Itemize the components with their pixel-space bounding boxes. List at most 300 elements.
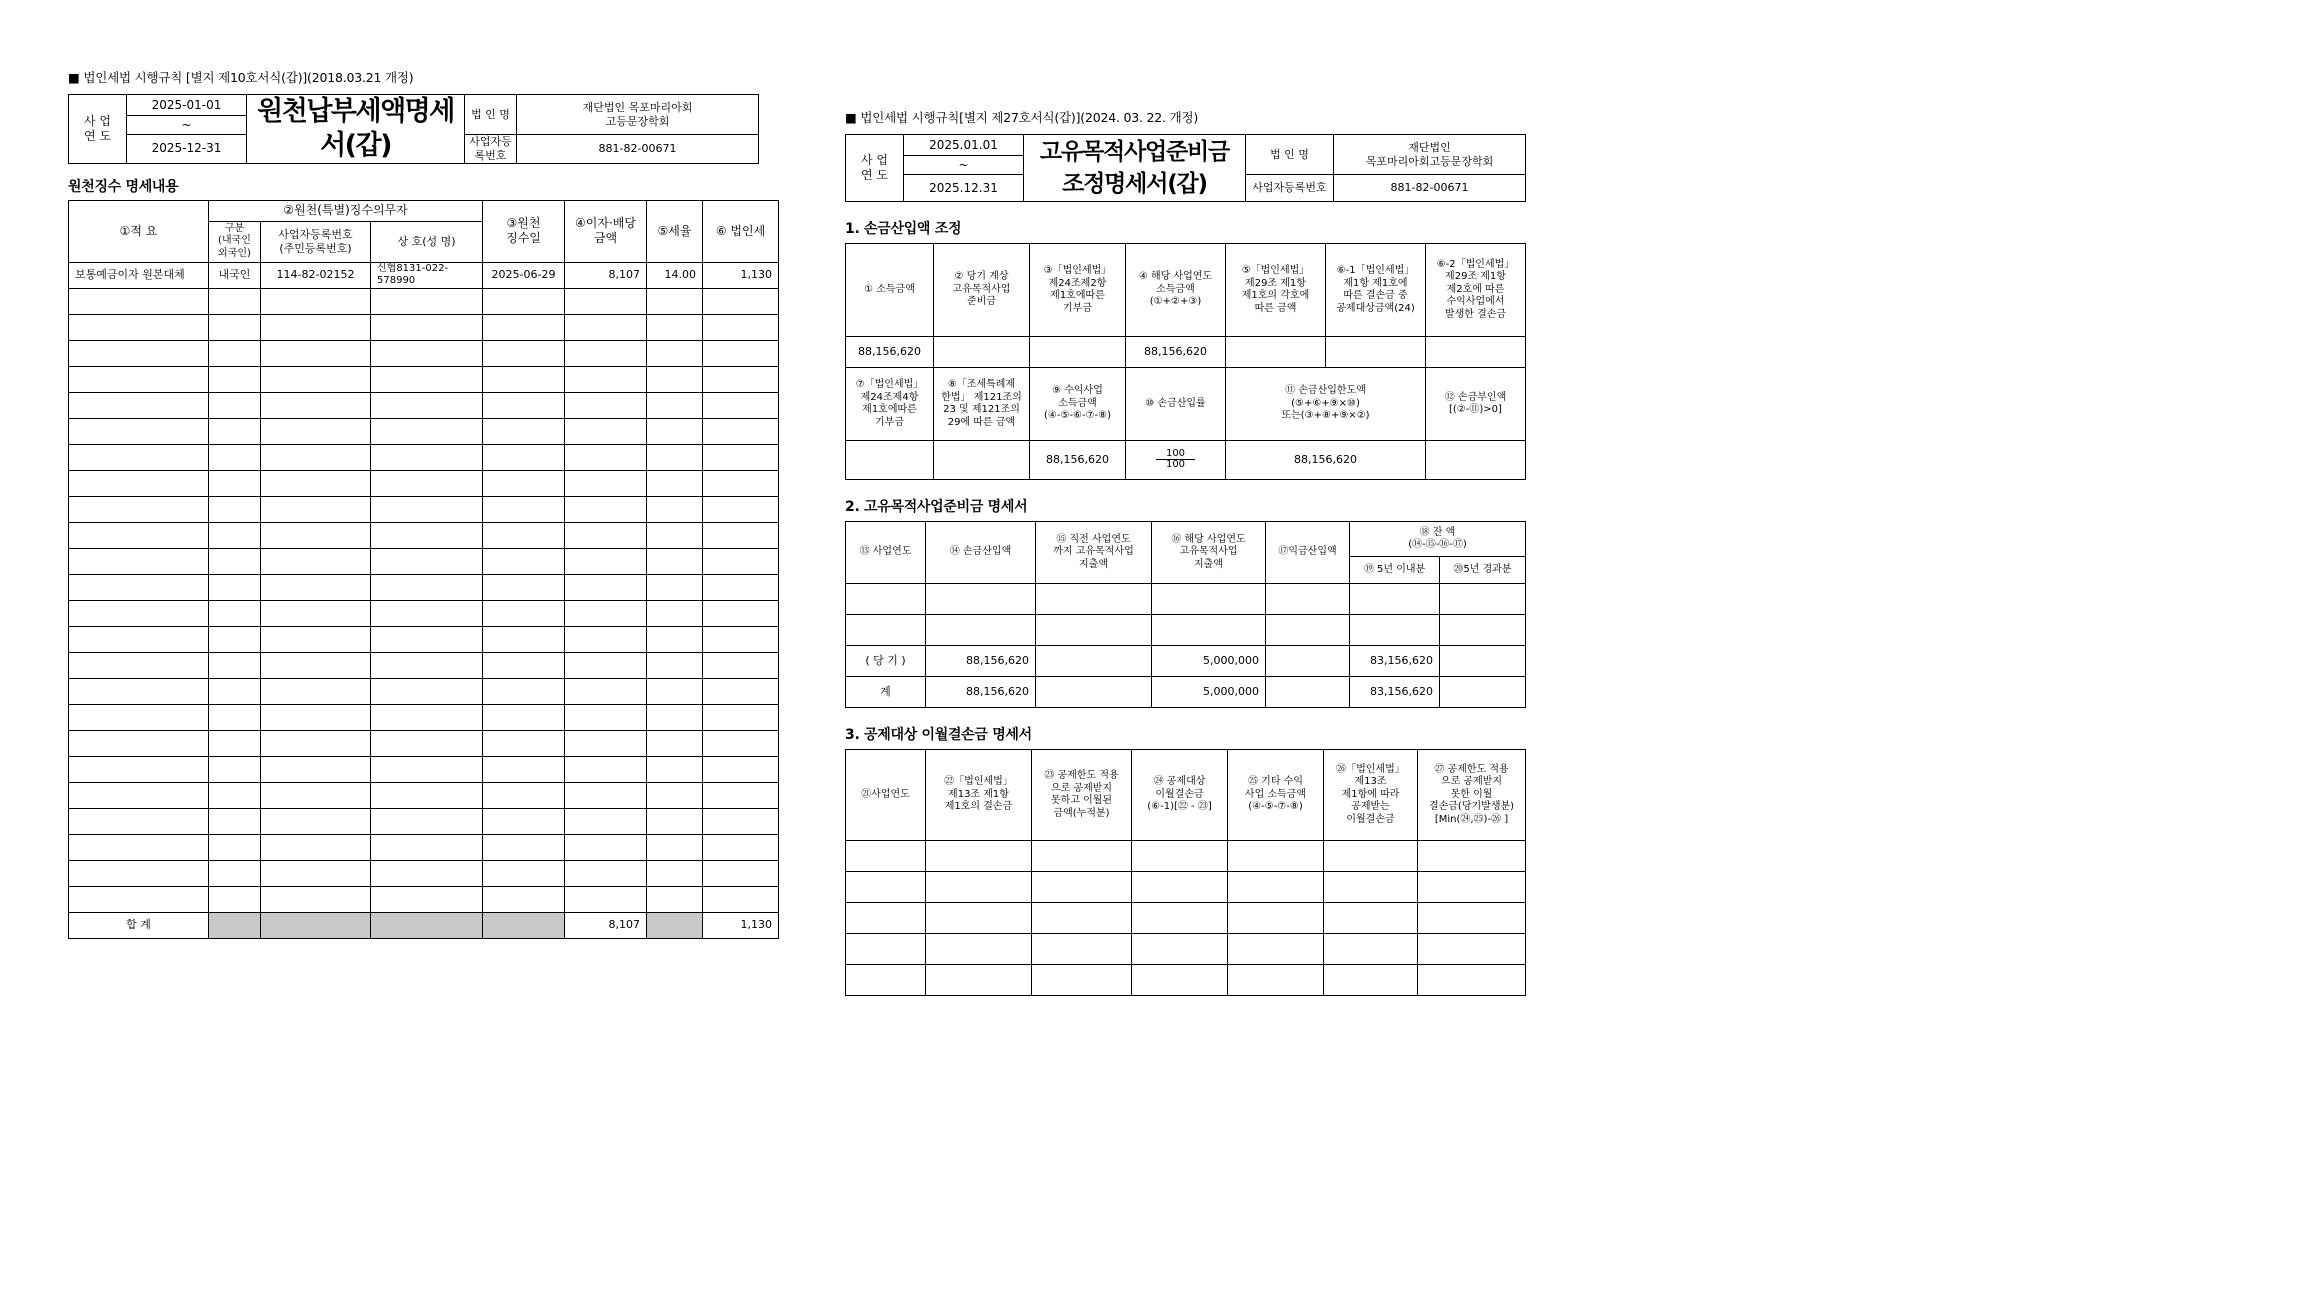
s1-v-조특법금액: [934, 441, 1030, 480]
s1-v-손금부인액: [1426, 441, 1526, 480]
cell-empty: [1132, 965, 1228, 996]
s1-v-기부금4항: [846, 441, 934, 480]
cell-empty: [565, 470, 647, 496]
cell-empty: [371, 496, 483, 522]
cell-empty: [565, 288, 647, 314]
cell-empty: [371, 392, 483, 418]
cell-잔액-5년이내: [1350, 615, 1440, 646]
cell-empty: [703, 600, 779, 626]
table-row-empty: [846, 841, 1526, 872]
cell-해당지출액: [1152, 615, 1266, 646]
cell-empty: [1228, 965, 1324, 996]
cell-empty: [703, 470, 779, 496]
cell-손금산입액: [926, 584, 1036, 615]
cell-empty: [1418, 934, 1526, 965]
s1-h-손금부인액: ⑫ 손금부인액 [(②-⑪)>0]: [1426, 368, 1526, 441]
cell-empty: [846, 965, 926, 996]
cell-empty: [261, 444, 371, 470]
cell-empty: [261, 392, 371, 418]
cell-empty: [565, 600, 647, 626]
cell-empty: [565, 548, 647, 574]
cell-empty: [703, 704, 779, 730]
cell-empty: [261, 652, 371, 678]
cell-empty: [1132, 934, 1228, 965]
cell-empty: [647, 522, 703, 548]
cell-익금산입액: [1266, 615, 1350, 646]
cell-empty: [483, 678, 565, 704]
cell-empty: [371, 600, 483, 626]
s1-h-소득금액: ① 소득금액: [846, 244, 934, 337]
cell-empty: [209, 626, 261, 652]
left-period-end: 2025-12-31: [127, 135, 247, 164]
cell-해당지출액: [1152, 584, 1266, 615]
left-form-header-table: [68, 94, 759, 164]
cell-사업연도: [846, 615, 926, 646]
cell-손금산입액: [926, 615, 1036, 646]
cell-empty: [565, 678, 647, 704]
cell-적요: 보통예금이자 원본대체: [69, 262, 209, 288]
cell-empty: [371, 678, 483, 704]
cell-empty: [69, 756, 209, 782]
s1-h-수익사업결손금: ⑥-2「법인세법」 제29조 제1항 제2호에 따른 수익사업에서 발생한 결손금: [1426, 244, 1526, 337]
cell-empty: [69, 652, 209, 678]
cell-empty: [483, 626, 565, 652]
cell-empty: [483, 418, 565, 444]
s3-h-공제대상이월결손금: ㉔ 공제대상 이월결손금 (⑥-1)[㉒ - ㉓]: [1132, 750, 1228, 841]
cell-empty: [209, 444, 261, 470]
cell-empty: [209, 678, 261, 704]
cell-익금산입액: [1266, 646, 1350, 677]
cell-empty: [647, 756, 703, 782]
cell-empty: [703, 782, 779, 808]
section1-table: [845, 243, 1526, 480]
cell-empty: [1324, 965, 1418, 996]
cell-해당지출액: 5,000,000: [1152, 677, 1266, 708]
col-header-이자배당금액: ④이자·배당 금액: [565, 200, 647, 262]
cell-empty: [209, 522, 261, 548]
cell-세율: 14.00: [647, 262, 703, 288]
cell-empty: [565, 418, 647, 444]
table-row: [846, 646, 1526, 677]
cell-empty: [1032, 965, 1132, 996]
s1-v-수익사업결손금: [1426, 337, 1526, 368]
cell-empty: [371, 756, 483, 782]
cell-empty: [846, 872, 926, 903]
cell-empty: [565, 834, 647, 860]
cell-empty: [483, 470, 565, 496]
left-bizno-label: 사업자등록번호: [465, 135, 517, 164]
cell-empty: [703, 340, 779, 366]
cell-empty: [647, 834, 703, 860]
cell-empty: [483, 548, 565, 574]
cell-empty: [647, 626, 703, 652]
cell-empty: [647, 730, 703, 756]
right-form-title: 고유목적사업준비금 조정명세서(갑): [1024, 135, 1246, 202]
cell-empty: [371, 574, 483, 600]
s1-h-수익사업소득금액: ⑨ 수익사업 소득금액 (④-⑤-⑥-⑦-⑧): [1030, 368, 1126, 441]
s1-h-29조1항1호금액: ⑤「법인세법」 제29조 제1항 제1호의 각호에 따른 금액: [1226, 244, 1326, 337]
col-header-적요: ①적 요: [69, 200, 209, 262]
right-corp-name-label: 법 인 명: [1246, 135, 1334, 175]
section2-table: [845, 521, 1526, 708]
cell-empty: [703, 366, 779, 392]
section2-body: [846, 584, 1526, 708]
cell-empty: [261, 418, 371, 444]
s3-h-결손금: ㉒「법인세법」 제13조 제1항 제1호의 결손금: [926, 750, 1032, 841]
s2-h-5년경과분: ⑳5년 경과분: [1440, 557, 1526, 584]
cell-empty: [565, 730, 647, 756]
cell-empty: [371, 782, 483, 808]
cell-empty: [371, 288, 483, 314]
table-row-empty: [69, 860, 779, 886]
cell-empty: [647, 782, 703, 808]
s3-h-공제받는이월결손금: ㉖「법인세법」 제13조 제1항에 따라 공제받는 이월결손금: [1324, 750, 1418, 841]
cell-empty: [69, 834, 209, 860]
left-period-start: 2025-01-01: [127, 95, 247, 116]
cell-empty: [1228, 903, 1324, 934]
table-row-empty: [69, 834, 779, 860]
cell-empty: [209, 548, 261, 574]
total-법인세: 1,130: [703, 912, 779, 938]
cell-empty: [647, 886, 703, 912]
cell-empty: [565, 756, 647, 782]
cell-empty: [371, 340, 483, 366]
cell-empty: [565, 392, 647, 418]
cell-empty: [261, 704, 371, 730]
section1-value-row-2: [846, 441, 1526, 480]
cell-empty: [703, 392, 779, 418]
cell-empty: [69, 392, 209, 418]
cell-empty: [209, 366, 261, 392]
cell-empty: [1228, 872, 1324, 903]
left-table-header-row-1: [69, 200, 779, 221]
table-row-empty: [69, 314, 779, 340]
cell-empty: [261, 496, 371, 522]
cell-empty: [483, 834, 565, 860]
table-row-empty: [69, 288, 779, 314]
cell-empty: [483, 860, 565, 886]
table-row: [846, 677, 1526, 708]
cell-empty: [261, 548, 371, 574]
cell-empty: [565, 808, 647, 834]
cell-empty: [371, 366, 483, 392]
cell-empty: [209, 652, 261, 678]
table-row-empty: [69, 470, 779, 496]
cell-empty: [261, 574, 371, 600]
cell-잔액-5년경과: [1440, 584, 1526, 615]
section1-header-row-1: [846, 244, 1526, 337]
cell-empty: [483, 340, 565, 366]
cell-empty: [647, 548, 703, 574]
cell-empty: [703, 444, 779, 470]
left-corp-name-label: 법 인 명: [465, 95, 517, 135]
cell-empty: [703, 496, 779, 522]
table-row-empty: [69, 574, 779, 600]
cell-empty: [483, 782, 565, 808]
table-row-empty: [69, 678, 779, 704]
cell-익금산입액: [1266, 584, 1350, 615]
s1-v-소득금액: 88,156,620: [846, 337, 934, 368]
right-section2-title: 2. 고유목적사업준비금 명세서: [845, 499, 1028, 515]
cell-empty: [1324, 872, 1418, 903]
cell-empty: [69, 600, 209, 626]
cell-empty: [703, 288, 779, 314]
table-row-empty: [69, 808, 779, 834]
cell-empty: [1418, 965, 1526, 996]
cell-empty: [69, 704, 209, 730]
cell-empty: [261, 626, 371, 652]
col-header-원천징수의무자: ②원천(특별)징수의무자: [209, 200, 483, 221]
cell-empty: [209, 418, 261, 444]
cell-구분: 내국인: [209, 262, 261, 288]
cell-상호성명: 신협8131-022-578990: [371, 262, 483, 288]
cell-empty: [371, 444, 483, 470]
s1-v-수익사업소득금액: 88,156,620: [1030, 441, 1126, 480]
cell-empty: [647, 314, 703, 340]
cell-empty: [1228, 841, 1324, 872]
cell-empty: [703, 574, 779, 600]
right-period-end: 2025.12.31: [904, 175, 1024, 202]
cell-empty: [1418, 872, 1526, 903]
cell-empty: [565, 860, 647, 886]
cell-empty: [69, 444, 209, 470]
section1-value-row-1: [846, 337, 1526, 368]
total-blank-1: [209, 912, 261, 938]
cell-empty: [647, 418, 703, 444]
s1-h-결손금공제대상금액: ⑥-1「법인세법」 제1항 제1호에 따른 결손금 중 공제대상금액(24): [1326, 244, 1426, 337]
cell-empty: [647, 704, 703, 730]
cell-empty: [371, 418, 483, 444]
right-form-header-table: [845, 134, 1526, 202]
table-row-empty: [69, 626, 779, 652]
cell-empty: [846, 934, 926, 965]
right-bizno-label: 사업자등록번호: [1246, 175, 1334, 202]
cell-empty: [1132, 903, 1228, 934]
cell-empty: [209, 496, 261, 522]
s2-h-사업연도: ⑬ 사업연도: [846, 522, 926, 584]
cell-empty: [69, 678, 209, 704]
cell-empty: [1032, 934, 1132, 965]
cell-empty: [647, 600, 703, 626]
right-period-tilde: ~: [904, 156, 1024, 175]
cell-empty: [261, 834, 371, 860]
s1-h-당기계상준비금: ② 당기 계상 고유목적사업 준비금: [934, 244, 1030, 337]
cell-empty: [926, 872, 1032, 903]
s3-h-공제받지못한이월결손금: ㉗ 공제한도 적용 으로 공제받지 못한 이월 결손금(당기발생분) [Min(㉔,㉕)-㉖ ]: [1418, 750, 1526, 841]
cell-empty: [1032, 872, 1132, 903]
left-total-row: [69, 912, 779, 938]
cell-empty: [483, 314, 565, 340]
table-row-empty: [69, 340, 779, 366]
cell-empty: [69, 886, 209, 912]
cell-empty: [69, 470, 209, 496]
table-row-empty: [69, 782, 779, 808]
table-row-empty: [69, 496, 779, 522]
col-header-세율: ⑤세율: [647, 200, 703, 262]
cell-empty: [647, 444, 703, 470]
cell-empty: [647, 808, 703, 834]
cell-empty: [483, 522, 565, 548]
left-section-title: 원천징수 명세내용: [68, 178, 179, 195]
cell-empty: [483, 600, 565, 626]
left-corp-name: 재단법인 목포마리아회 고등문장학회: [517, 95, 759, 135]
cell-잔액-5년이내: 83,156,620: [1350, 677, 1440, 708]
cell-empty: [209, 834, 261, 860]
cell-empty: [69, 860, 209, 886]
cell-empty: [703, 886, 779, 912]
cell-empty: [371, 548, 483, 574]
table-row-empty: [69, 652, 779, 678]
table-row-empty: [69, 366, 779, 392]
table-row-empty: [69, 418, 779, 444]
s2-h-잔액: ⑱ 잔 액 (⑭-⑮-⑯-⑰): [1350, 522, 1526, 557]
cell-empty: [69, 782, 209, 808]
cell-empty: [565, 626, 647, 652]
table-row-empty: [69, 444, 779, 470]
cell-손금산입액: 88,156,620: [926, 646, 1036, 677]
cell-empty: [209, 886, 261, 912]
s3-h-이월된금액: ㉓ 공제한도 적용 으로 공제받지 못하고 이월된 금액(누적분): [1032, 750, 1132, 841]
cell-empty: [703, 314, 779, 340]
cell-empty: [209, 470, 261, 496]
right-period-label: 사 업 연 도: [846, 135, 904, 202]
col-header-원천징수일: ③원천 징수일: [483, 200, 565, 262]
cell-empty: [371, 626, 483, 652]
cell-잔액-5년이내: [1350, 584, 1440, 615]
cell-empty: [565, 574, 647, 600]
left-period-tilde: ~: [127, 116, 247, 135]
cell-empty: [209, 340, 261, 366]
cell-사업연도: 계: [846, 677, 926, 708]
cell-empty: [647, 366, 703, 392]
s1-h-손금산입률: ⑩ 손금산입률: [1126, 368, 1226, 441]
cell-empty: [371, 730, 483, 756]
cell-empty: [69, 288, 209, 314]
cell-empty: [565, 496, 647, 522]
cell-empty: [565, 366, 647, 392]
cell-empty: [261, 886, 371, 912]
손금산입률-분수: $\frac{100}{100}$: [1156, 449, 1195, 471]
cell-empty: [1324, 903, 1418, 934]
table-row-empty: [69, 392, 779, 418]
cell-empty: [647, 340, 703, 366]
cell-empty: [69, 340, 209, 366]
table-row: [846, 584, 1526, 615]
cell-empty: [647, 470, 703, 496]
cell-empty: [703, 730, 779, 756]
table-row-empty: [69, 886, 779, 912]
table-row-empty: [69, 548, 779, 574]
cell-empty: [209, 860, 261, 886]
cell-empty: [647, 288, 703, 314]
cell-empty: [69, 418, 209, 444]
cell-empty: [565, 652, 647, 678]
cell-empty: [846, 841, 926, 872]
cell-empty: [261, 730, 371, 756]
cell-empty: [209, 288, 261, 314]
table-row: [846, 615, 1526, 646]
cell-empty: [261, 314, 371, 340]
cell-empty: [371, 886, 483, 912]
cell-empty: [647, 678, 703, 704]
cell-empty: [69, 548, 209, 574]
cell-사업자등록번호: 114-82-02152: [261, 262, 371, 288]
cell-empty: [846, 903, 926, 934]
cell-empty: [209, 808, 261, 834]
cell-empty: [565, 340, 647, 366]
cell-empty: [69, 522, 209, 548]
cell-empty: [647, 860, 703, 886]
cell-사업연도: [846, 584, 926, 615]
cell-손금산입액: 88,156,620: [926, 677, 1036, 708]
cell-empty: [703, 418, 779, 444]
s1-v-당기계상준비금: [934, 337, 1030, 368]
s1-h-기부금-24조2항: ③「법인세법」 제24조제2항 제1호에따른 기부금: [1030, 244, 1126, 337]
cell-empty: [565, 704, 647, 730]
cell-empty: [926, 903, 1032, 934]
cell-empty: [483, 756, 565, 782]
right-form-note: ■ 법인세법 시행규칙[별지 제27호서식(갑)](2024. 03. 22. 개정): [845, 110, 1199, 125]
s1-v-결손금공제대상: [1326, 337, 1426, 368]
table-row-empty: [846, 965, 1526, 996]
cell-empty: [703, 678, 779, 704]
left-empty-rows: [69, 288, 779, 912]
cell-empty: [703, 860, 779, 886]
cell-empty: [647, 496, 703, 522]
cell-empty: [926, 934, 1032, 965]
section3-table: [845, 749, 1526, 996]
s1-v-손금산입한도액: 88,156,620: [1226, 441, 1426, 480]
col-header-사업자등록번호: 사업자등록번호 (주민등록번호): [261, 221, 371, 262]
cell-empty: [261, 470, 371, 496]
total-blank-5: [647, 912, 703, 938]
cell-empty: [1418, 903, 1526, 934]
cell-empty: [483, 392, 565, 418]
table-row-empty: [69, 600, 779, 626]
right-period-start: 2025.01.01: [904, 135, 1024, 156]
right-bizno-value: 881-82-00671: [1334, 175, 1526, 202]
s1-h-기부금-24조4항: ⑦「법인세법」 제24조제4항 제1호에따른 기부금: [846, 368, 934, 441]
cell-empty: [647, 392, 703, 418]
cell-empty: [647, 652, 703, 678]
cell-empty: [1228, 934, 1324, 965]
table-row-empty: [69, 522, 779, 548]
cell-empty: [926, 841, 1032, 872]
cell-empty: [483, 496, 565, 522]
cell-empty: [1324, 841, 1418, 872]
cell-empty: [1032, 841, 1132, 872]
table-row-empty: [846, 872, 1526, 903]
cell-이자배당금액: 8,107: [565, 262, 647, 288]
left-detail-table: [68, 200, 779, 939]
cell-잔액-5년경과: [1440, 646, 1526, 677]
s1-h-해당사업연도소득금액: ④ 해당 사업연도 소득금액 (①+②+③): [1126, 244, 1226, 337]
cell-원천징수일: 2025-06-29: [483, 262, 565, 288]
cell-empty: [703, 834, 779, 860]
total-label: 합 계: [69, 912, 209, 938]
cell-직전지출액: [1036, 646, 1152, 677]
cell-잔액-5년경과: [1440, 615, 1526, 646]
cell-empty: [261, 678, 371, 704]
cell-empty: [371, 470, 483, 496]
right-corp-name: 재단법인 목포마리아회고등문장학회: [1334, 135, 1526, 175]
s1-v-손금산입률: [1126, 441, 1226, 480]
table-row-empty: [846, 934, 1526, 965]
s2-h-직전사업연도지출액: ⑮ 직전 사업연도 까지 고유목적사업 지출액: [1036, 522, 1152, 584]
left-period-label: 사 업 연 도: [69, 95, 127, 164]
cell-empty: [483, 704, 565, 730]
cell-empty: [261, 600, 371, 626]
